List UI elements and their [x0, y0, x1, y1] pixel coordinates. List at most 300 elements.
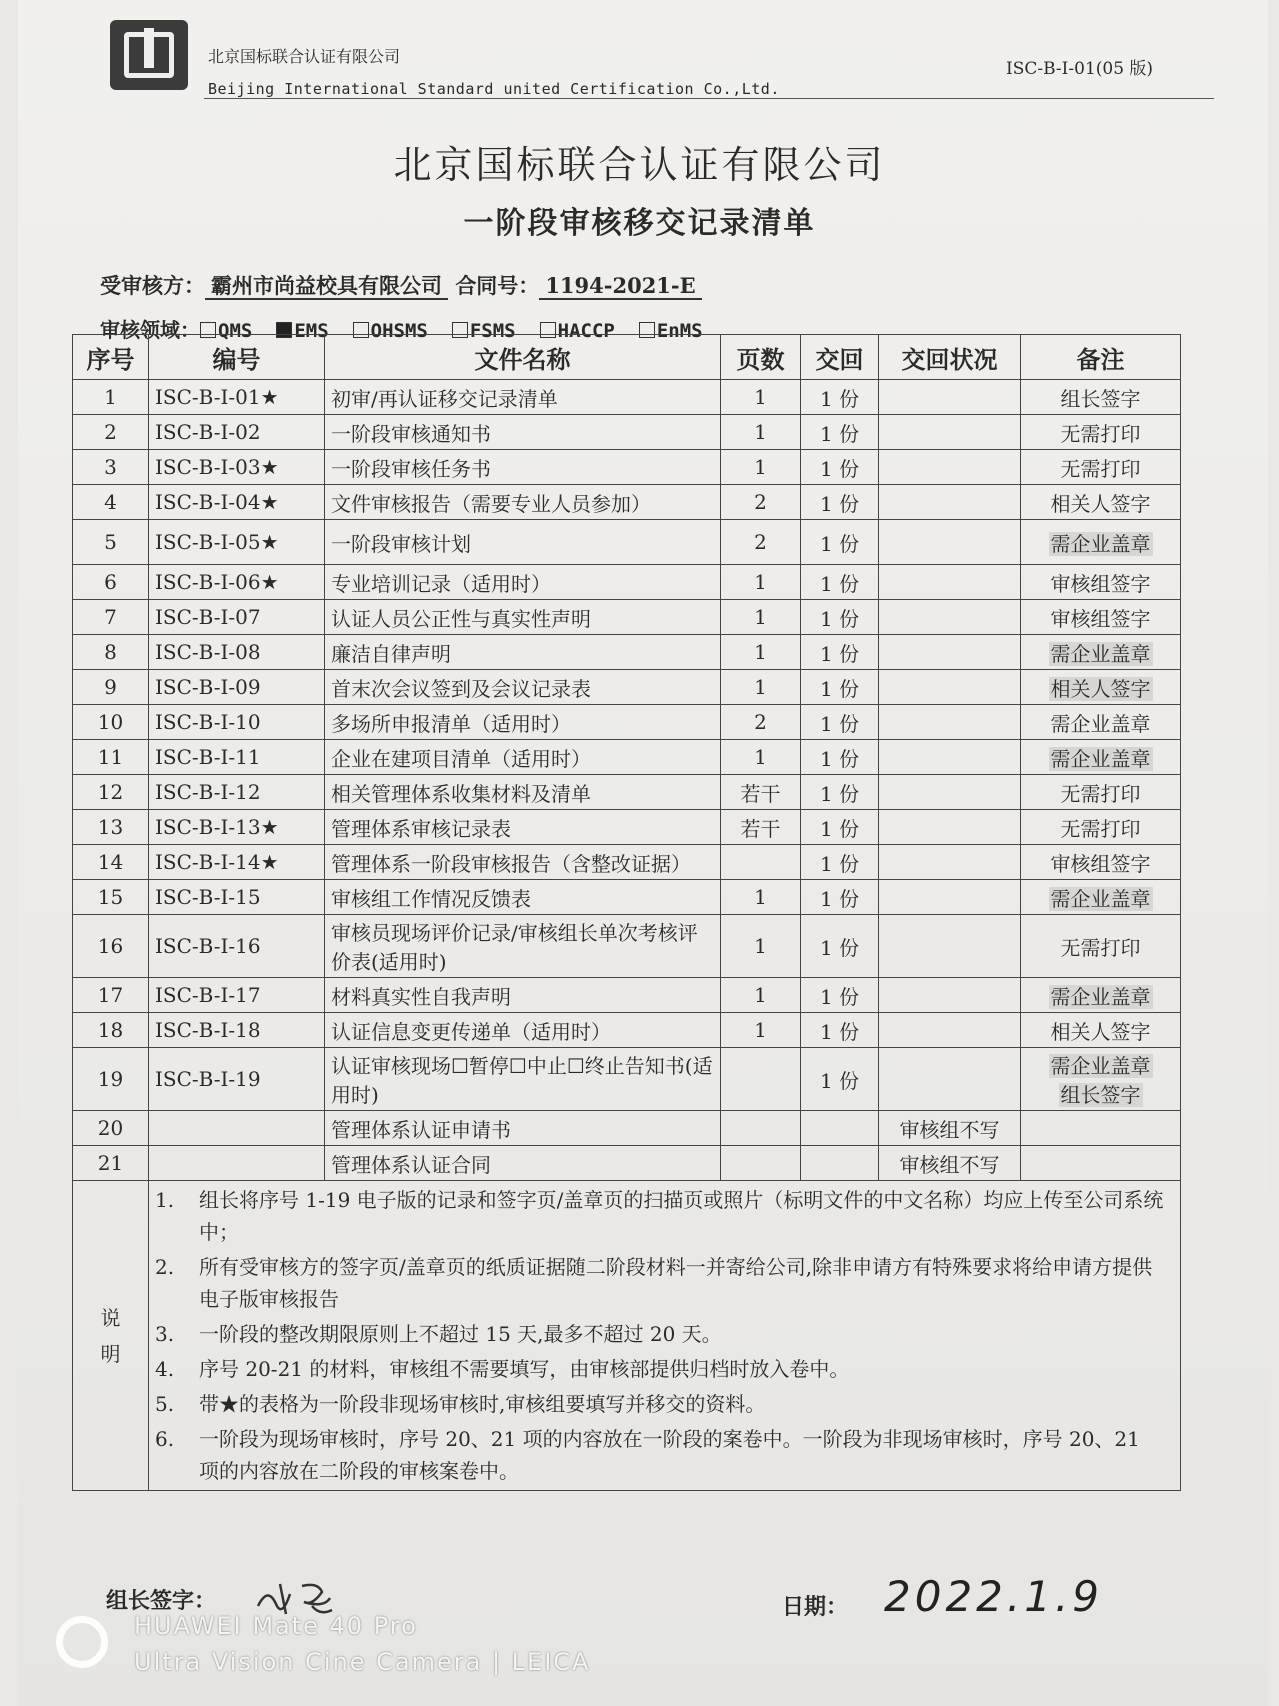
auditee-value: 霸州市尚益校具有限公司: [205, 273, 448, 300]
table-row: [73, 705, 1181, 740]
cell-name-text: 审核员现场评价记录/审核组长单次考核评价表(适用时): [331, 921, 698, 974]
cell-return: [801, 880, 879, 915]
cell-no-text: 4: [104, 490, 117, 514]
note-text: 组长将序号 1-19 电子版的记录和签字页/盖章页的扫描页或照片（标明文件的中文名称）均应上传至公司系统中；: [199, 1188, 1164, 1244]
cell-return: [801, 978, 879, 1013]
cell-status: [879, 810, 1021, 845]
cell-remark-text: 需企业盖章: [1050, 746, 1151, 771]
cell-return: [801, 380, 879, 415]
cell-name: [325, 810, 721, 845]
table-row: [73, 1146, 1181, 1181]
cell-name-text: 审核组工作情况反馈表: [331, 886, 531, 911]
cell-code: [149, 635, 325, 670]
cell-remark-text-2: 组长签字: [1060, 1083, 1141, 1107]
cell-name-text: 企业在建项目清单（适用时）: [331, 746, 591, 771]
cell-code: [149, 880, 325, 915]
cell-no-text: 18: [97, 1018, 124, 1042]
cell-code-text: ISC-B-I-17: [155, 983, 261, 1007]
table-row: [73, 740, 1181, 775]
cell-pages-text: 2: [754, 490, 767, 514]
cell-remark-text: 组长签字: [1060, 386, 1141, 411]
cell-no: [73, 1048, 149, 1111]
cell-return: [801, 600, 879, 635]
note-number: 2.: [155, 1255, 175, 1279]
cell-pages: [721, 978, 801, 1013]
cell-remark-text: 无需打印: [1060, 935, 1141, 960]
cell-code: [149, 740, 325, 775]
notes-content: [149, 1181, 1181, 1491]
form-number: ISC-B-I-01(05 版): [1006, 59, 1154, 79]
cell-remark-text: 无需打印: [1060, 781, 1141, 806]
cell-pages: [721, 520, 801, 565]
auditee-line: [100, 270, 702, 300]
cell-no: [73, 635, 149, 670]
cell-no: [73, 1146, 149, 1181]
date-label: 日期：: [782, 1594, 849, 1620]
cell-name-text: 管理体系认证合同: [331, 1152, 491, 1177]
cell-name-text: 文件审核报告（需要专业人员参加）: [331, 491, 651, 516]
cell-status: [879, 1146, 1021, 1181]
cell-status: [879, 1013, 1021, 1048]
date-value: 2022.1.9: [884, 1572, 1104, 1621]
cell-return-text: 1 份: [819, 886, 860, 911]
cell-name: [325, 978, 721, 1013]
cell-no: [73, 520, 149, 565]
cell-code: [149, 380, 325, 415]
note-item: [155, 1388, 1174, 1420]
cell-remark-text: 相关人签字: [1050, 491, 1151, 516]
cell-name-text: 认证人员公正性与真实性声明: [331, 606, 591, 631]
cell-pages-text: 1: [754, 745, 767, 769]
scope-option-label: EMS: [294, 320, 329, 342]
camera-model: HUAWEI Mate 40 Pro: [134, 1612, 418, 1640]
header-col-return: 交回: [801, 335, 879, 380]
cell-no-text: 6: [104, 570, 117, 594]
cell-pages-text: 1: [754, 420, 767, 444]
cell-pages: [721, 1111, 801, 1146]
cell-no-text: 9: [104, 675, 117, 699]
cell-status: [879, 380, 1021, 415]
cell-name-text: 管理体系认证申请书: [331, 1117, 511, 1142]
cell-no-text: 5: [104, 530, 117, 554]
cell-status-text: 审核组不写: [899, 1152, 1000, 1177]
company-logo: [110, 20, 188, 90]
notes-row: [73, 1181, 1181, 1491]
cell-pages: [721, 810, 801, 845]
cell-remark-text: 相关人签字: [1050, 676, 1151, 701]
cell-remark-text: 审核组签字: [1050, 571, 1151, 596]
cell-no: [73, 450, 149, 485]
cell-pages: [721, 775, 801, 810]
cell-code-text: ISC-B-I-09: [155, 675, 261, 699]
table-row: [73, 565, 1181, 600]
cell-remark-text: 审核组签字: [1050, 851, 1151, 876]
cell-return: [801, 485, 879, 520]
cell-no: [73, 415, 149, 450]
cell-code-text: ISC-B-I-06★: [155, 570, 279, 594]
cell-remark: [1021, 705, 1181, 740]
cell-name-text: 认证审核现场☐暂停☐中止☐终止告知书(适用时): [331, 1054, 713, 1107]
cell-name-text: 管理体系一阶段审核报告（含整改证据）: [331, 851, 691, 876]
cell-remark: [1021, 740, 1181, 775]
cell-return-text: 1 份: [819, 816, 860, 841]
cell-no-text: 8: [104, 640, 117, 664]
cell-name: [325, 380, 721, 415]
cell-pages-text: 1: [754, 385, 767, 409]
cell-name-text: 廉洁自律声明: [331, 641, 451, 666]
cell-pages-text: 1: [754, 983, 767, 1007]
cell-code-text: ISC-B-I-02: [155, 420, 261, 444]
cell-code-text: ISC-B-I-05★: [155, 530, 279, 554]
cell-no: [73, 565, 149, 600]
cell-status: [879, 1111, 1021, 1146]
table-row: [73, 520, 1181, 565]
cell-name: [325, 775, 721, 810]
cell-no: [73, 915, 149, 978]
cell-return: [801, 915, 879, 978]
cell-remark: [1021, 1146, 1181, 1181]
cell-return: [801, 450, 879, 485]
cell-pages-text: 1: [754, 640, 767, 664]
cell-pages: [721, 450, 801, 485]
header-col-name: 文件名称: [325, 335, 721, 380]
cell-pages: [721, 705, 801, 740]
header-col-return-status: 交回状况: [879, 335, 1021, 380]
cell-remark: [1021, 485, 1181, 520]
cell-pages-text: 1: [754, 455, 767, 479]
cell-code-text: ISC-B-I-03★: [155, 455, 279, 479]
cell-no-text: 19: [97, 1067, 124, 1091]
cell-return-text: 1 份: [819, 851, 860, 876]
table-row: [73, 670, 1181, 705]
cell-pages-text: 若干: [740, 781, 781, 806]
cell-code-text: ISC-B-I-08: [155, 640, 261, 664]
cell-status: [879, 1048, 1021, 1111]
cell-name: [325, 1048, 721, 1111]
header-col-no: 序号: [73, 335, 149, 380]
cell-status-text: 审核组不写: [899, 1117, 1000, 1142]
scope-option-label: EnMS: [656, 320, 703, 342]
cell-name: [325, 845, 721, 880]
cell-code: [149, 775, 325, 810]
cell-code-text: ISC-B-I-07: [155, 605, 261, 629]
cell-name: [325, 485, 721, 520]
note-item: [155, 1353, 1174, 1385]
cell-name-text: 一阶段审核计划: [331, 531, 471, 556]
cell-remark-text: 需企业盖章: [1050, 984, 1151, 1009]
cell-return-text: 1 份: [819, 1068, 860, 1093]
cell-remark-text: 无需打印: [1060, 816, 1141, 841]
cell-return: [801, 565, 879, 600]
cell-code: [149, 1013, 325, 1048]
cell-status: [879, 565, 1021, 600]
cell-name: [325, 415, 721, 450]
scope-option-label: HACCP: [557, 320, 615, 342]
cell-status: [879, 635, 1021, 670]
cell-no: [73, 740, 149, 775]
cell-pages: [721, 915, 801, 978]
cell-name-text: 管理体系审核记录表: [331, 816, 511, 841]
cell-code: [149, 485, 325, 520]
contract-label: 合同号：: [455, 273, 540, 298]
cell-name: [325, 600, 721, 635]
cell-return: [801, 1111, 879, 1146]
cell-code: [149, 520, 325, 565]
cell-pages: [721, 845, 801, 880]
cell-code: [149, 670, 325, 705]
cell-no-text: 7: [104, 605, 117, 629]
header-col-remark: 备注: [1021, 335, 1181, 380]
cell-name: [325, 520, 721, 565]
cell-no-text: 20: [97, 1116, 124, 1140]
handover-table: [72, 334, 1181, 1491]
cell-return-text: 1 份: [819, 386, 860, 411]
cell-code: [149, 705, 325, 740]
cell-name-text: 初审/再认证移交记录清单: [331, 386, 558, 411]
cell-code: [149, 810, 325, 845]
cell-name-text: 专业培训记录（适用时）: [331, 571, 551, 596]
cell-no-text: 14: [97, 850, 124, 874]
cell-status: [879, 485, 1021, 520]
table-row: [73, 600, 1181, 635]
cell-no-text: 2: [104, 420, 117, 444]
cell-pages: [721, 740, 801, 775]
cell-pages-text: 2: [754, 530, 767, 554]
cell-status: [879, 670, 1021, 705]
table-row: [73, 1048, 1181, 1111]
cell-pages-text: 1: [754, 570, 767, 594]
cell-code-text: ISC-B-I-12: [155, 780, 261, 804]
cell-pages-text: 1: [754, 605, 767, 629]
cell-status: [879, 740, 1021, 775]
cell-remark: [1021, 600, 1181, 635]
cell-code: [149, 1111, 325, 1146]
cell-no: [73, 600, 149, 635]
cell-name: [325, 1013, 721, 1048]
cell-return-text: 1 份: [819, 421, 860, 446]
cell-remark-text: 需企业盖章: [1050, 1054, 1151, 1078]
cell-code: [149, 915, 325, 978]
cell-status: [879, 845, 1021, 880]
cell-pages-text: 2: [754, 710, 767, 734]
cell-code-text: ISC-B-I-01★: [155, 385, 279, 409]
cell-status: [879, 978, 1021, 1013]
note-text: 一阶段为现场审核时，序号 20、21 项的内容放在一阶段的案卷中。一阶段为非现场审核时，序号 20、21 项的内容放在二阶段的审核案卷中。: [199, 1427, 1140, 1483]
cell-return-text: 1 份: [819, 746, 860, 771]
cell-no: [73, 810, 149, 845]
cell-remark: [1021, 415, 1181, 450]
table-header-row: [73, 335, 1181, 380]
cell-no-text: 1: [104, 385, 117, 409]
cell-return: [801, 705, 879, 740]
cell-pages-text: 若干: [740, 816, 781, 841]
cell-code-text: ISC-B-I-11: [155, 745, 261, 769]
table-row: [73, 380, 1181, 415]
cell-name: [325, 1111, 721, 1146]
table-row: [73, 775, 1181, 810]
cell-code: [149, 1048, 325, 1111]
cell-pages-text: 1: [754, 934, 767, 958]
cell-return-text: 1 份: [819, 711, 860, 736]
cell-remark-text: 无需打印: [1060, 456, 1141, 481]
cell-no: [73, 380, 149, 415]
cell-return-text: 1 份: [819, 456, 860, 481]
table-row: [73, 635, 1181, 670]
cell-code: [149, 845, 325, 880]
cell-pages: [721, 380, 801, 415]
cell-return: [801, 670, 879, 705]
cell-no-text: 17: [97, 983, 124, 1007]
scope-label: 审核领域：: [100, 318, 200, 342]
note-item: [155, 1318, 1174, 1350]
cell-return-text: 1 份: [819, 781, 860, 806]
cell-no-text: 13: [97, 815, 124, 839]
cell-code: [149, 1146, 325, 1181]
cell-no: [73, 485, 149, 520]
cell-no-text: 16: [97, 934, 124, 958]
cell-name-text: 相关管理体系收集材料及清单: [331, 781, 591, 806]
cell-status: [879, 880, 1021, 915]
cell-return: [801, 1048, 879, 1111]
cell-name-text: 一阶段审核通知书: [331, 421, 491, 446]
cell-no: [73, 705, 149, 740]
cell-code: [149, 600, 325, 635]
note-item: [155, 1184, 1174, 1248]
note-item: [155, 1251, 1174, 1315]
cell-remark: [1021, 845, 1181, 880]
table-row: [73, 810, 1181, 845]
table-row: [73, 915, 1181, 978]
cell-name-text: 多场所申报清单（适用时）: [331, 711, 571, 736]
contract-value: 1194-2021-E: [539, 273, 701, 300]
company-name-en: Beijing International Standard united Certification Co.,Ltd.: [208, 80, 780, 98]
table-row: [73, 485, 1181, 520]
table-row: [73, 845, 1181, 880]
cell-code: [149, 415, 325, 450]
leader-sign-label: 组长签字：: [106, 1588, 217, 1614]
auditee-label: 受审核方：: [100, 273, 205, 298]
note-item: [155, 1423, 1174, 1487]
cell-no: [73, 845, 149, 880]
cell-name: [325, 1146, 721, 1181]
note-number: 1.: [155, 1188, 175, 1212]
table-row: [73, 978, 1181, 1013]
cell-code-text: ISC-B-I-16: [155, 934, 261, 958]
cell-remark: [1021, 565, 1181, 600]
cell-return: [801, 845, 879, 880]
cell-remark-text: 无需打印: [1060, 421, 1141, 446]
cell-return: [801, 635, 879, 670]
document-title: 北京国标联合认证有限公司: [393, 143, 886, 187]
cell-no-text: 11: [97, 745, 124, 769]
note-text: 带★的表格为一阶段非现场审核时,审核组要填写并移交的资料。: [199, 1392, 766, 1416]
cell-return-text: 1 份: [819, 571, 860, 596]
cell-remark: [1021, 520, 1181, 565]
cell-pages: [721, 1146, 801, 1181]
document-subtitle: 一阶段审核移交记录清单: [463, 206, 816, 241]
cell-name: [325, 880, 721, 915]
cell-name: [325, 565, 721, 600]
cell-status: [879, 520, 1021, 565]
cell-name-text: 材料真实性自我声明: [331, 984, 511, 1009]
cell-return-text: 1 份: [819, 641, 860, 666]
cell-pages-text: 1: [754, 1018, 767, 1042]
note-number: 6.: [155, 1427, 175, 1451]
notes-label: 说明: [73, 1181, 149, 1491]
cell-remark: [1021, 978, 1181, 1013]
cell-return: [801, 740, 879, 775]
cell-pages: [721, 485, 801, 520]
note-number: 4.: [155, 1357, 175, 1381]
cell-name: [325, 740, 721, 775]
cell-remark-text: 需企业盖章: [1050, 886, 1151, 911]
cell-pages-text: 1: [754, 885, 767, 909]
cell-no: [73, 670, 149, 705]
cell-return-text: 1 份: [819, 606, 860, 631]
company-name-cn: 北京国标联合认证有限公司: [208, 47, 401, 66]
cell-remark: [1021, 915, 1181, 978]
table-row: [73, 415, 1181, 450]
cell-no: [73, 1111, 149, 1146]
header-divider: [204, 98, 1214, 99]
cell-code-text: ISC-B-I-13★: [155, 815, 279, 839]
cell-status: [879, 915, 1021, 978]
cell-return-text: 1 份: [819, 935, 860, 960]
cell-no-text: 21: [97, 1151, 124, 1175]
note-text: 所有受审核方的签字页/盖章页的纸质证据随二阶段材料一并寄给公司,除非申请方有特殊要求将给申请方提供电子版审核报告: [199, 1255, 1153, 1311]
cell-pages-text: 1: [754, 675, 767, 699]
header-col-pages: 页数: [721, 335, 801, 380]
cell-pages: [721, 880, 801, 915]
note-text: 一阶段的整改期限原则上不超过 15 天,最多不超过 20 天。: [199, 1322, 722, 1346]
scope-option-label: OHSMS: [370, 320, 428, 342]
cell-remark: [1021, 810, 1181, 845]
cell-name: [325, 915, 721, 978]
cell-no-text: 10: [97, 710, 124, 734]
cell-return-text: 1 份: [819, 491, 860, 516]
cell-code-text: ISC-B-I-10: [155, 710, 261, 734]
cell-no: [73, 880, 149, 915]
cell-status: [879, 705, 1021, 740]
cell-name: [325, 450, 721, 485]
cell-remark: [1021, 1013, 1181, 1048]
cell-status: [879, 450, 1021, 485]
cell-code: [149, 450, 325, 485]
cell-code-text: ISC-B-I-15: [155, 885, 261, 909]
cell-name-text: 认证信息变更传递单（适用时）: [331, 1019, 611, 1044]
cell-return: [801, 415, 879, 450]
note-text: 序号 20-21 的材料，审核组不需要填写，由审核部提供归档时放入卷中。: [199, 1357, 850, 1381]
cell-remark-text: 需企业盖章: [1050, 641, 1151, 666]
header-col-code: 编号: [149, 335, 325, 380]
cell-remark-text: 相关人签字: [1050, 1019, 1151, 1044]
cell-pages: [721, 1048, 801, 1111]
cell-return: [801, 1146, 879, 1181]
cell-return: [801, 520, 879, 565]
table-row: [73, 880, 1181, 915]
note-number: 5.: [155, 1392, 175, 1416]
cell-remark: [1021, 380, 1181, 415]
cell-return-text: 1 份: [819, 676, 860, 701]
cell-code-text: ISC-B-I-14★: [155, 850, 279, 874]
cell-code-text: ISC-B-I-18: [155, 1018, 261, 1042]
cell-remark: [1021, 670, 1181, 705]
cell-no-text: 15: [97, 885, 124, 909]
cell-pages: [721, 670, 801, 705]
cell-return-text: 1 份: [819, 531, 860, 556]
cell-name-text: 一阶段审核任务书: [331, 456, 491, 481]
cell-return: [801, 775, 879, 810]
